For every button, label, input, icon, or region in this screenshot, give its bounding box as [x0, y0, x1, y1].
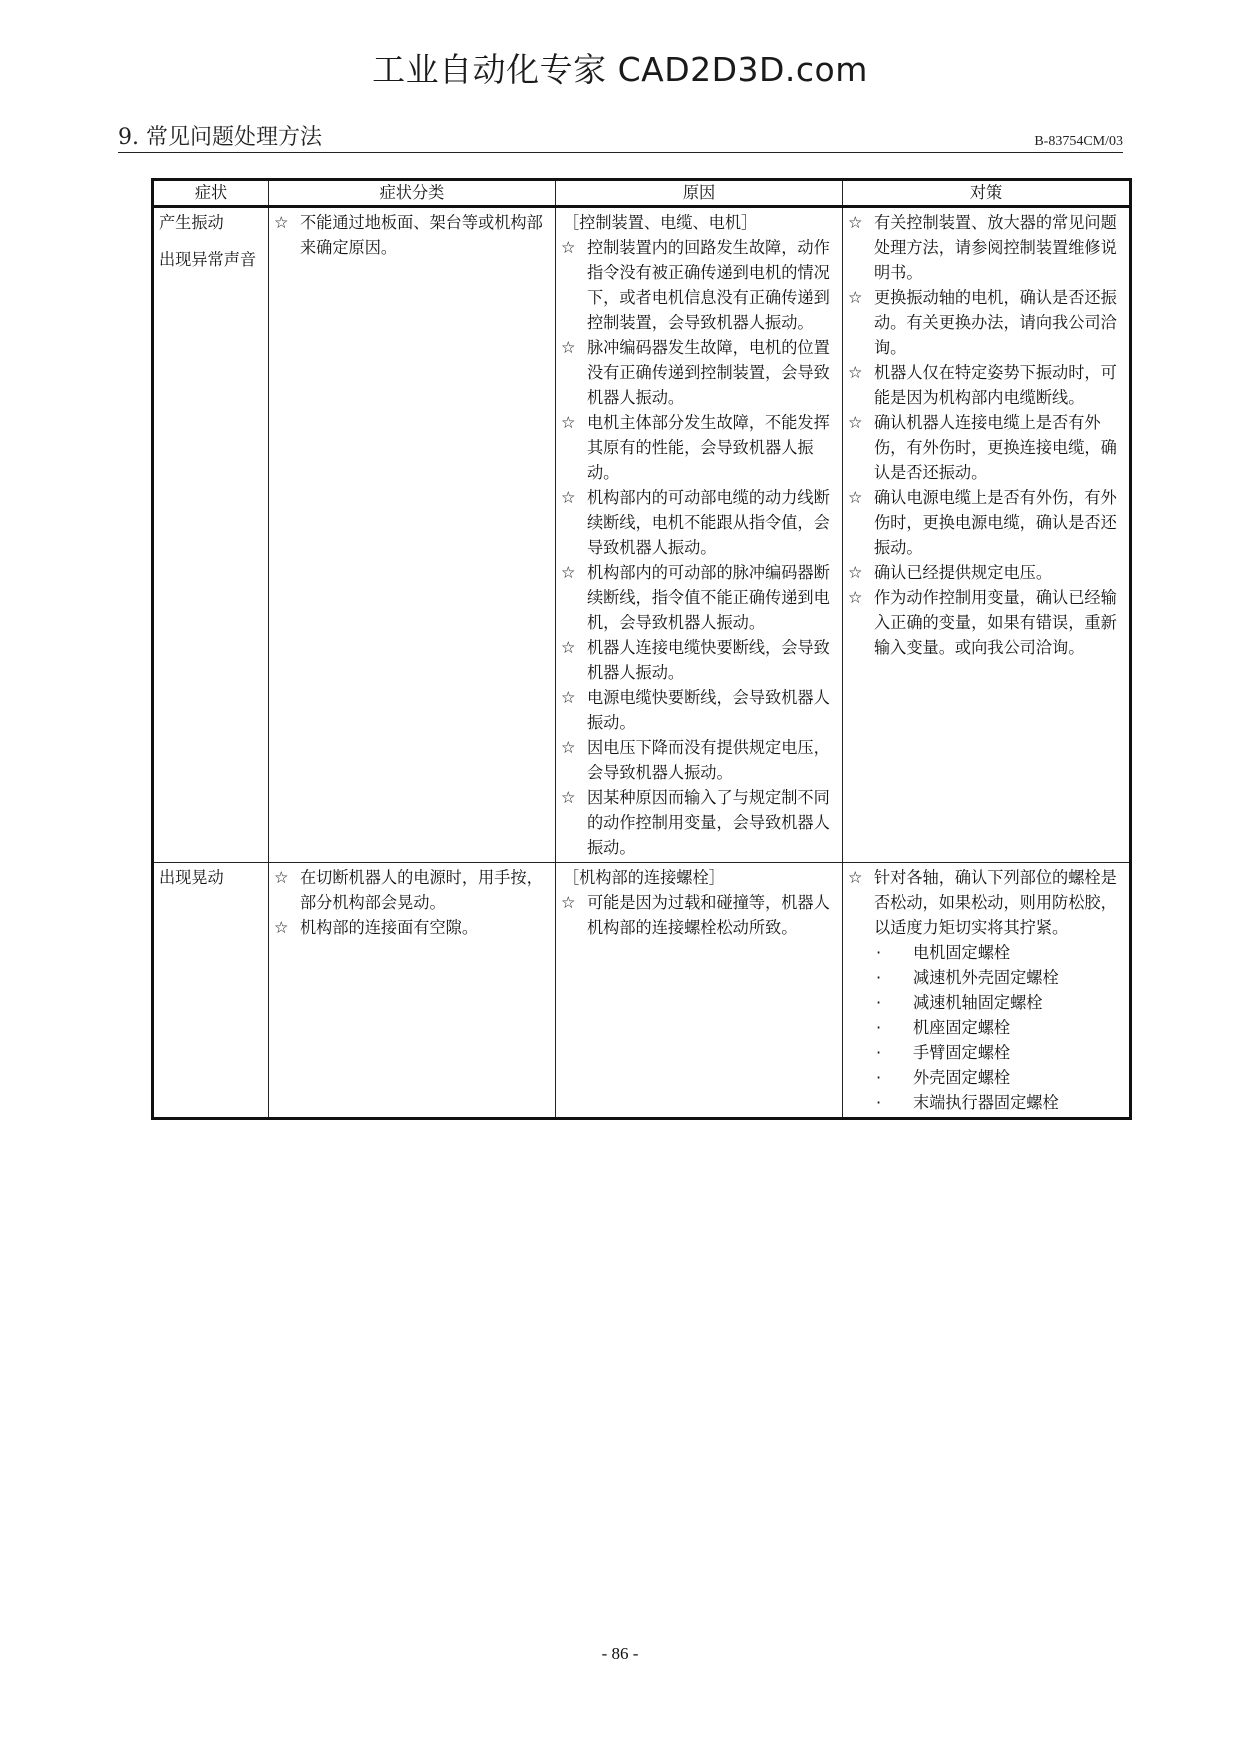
symptom-cell: [153, 207, 269, 863]
bolt-text: 手臂固定螺栓: [913, 1043, 1011, 1062]
star-bullet-icon: ☆: [848, 363, 863, 382]
cause-text: 因电压下降而没有提供规定电压，会导致机器人振动。: [587, 738, 830, 782]
dot-bullet-icon: ·: [876, 968, 882, 987]
dot-bullet-icon: ·: [876, 1068, 882, 1087]
column-header-category: 症状分类: [269, 180, 556, 207]
star-bullet-icon: ☆: [274, 868, 289, 887]
measure-text: 更换振动轴的电机，确认是否还振动。有关更换办法，请向我公司洽询。: [874, 288, 1117, 357]
star-bullet-icon: ☆: [561, 688, 576, 707]
watermark-text: 工业自动化专家 CAD2D3D.com: [372, 50, 868, 89]
measure-cell: [843, 207, 1131, 863]
list-item: [561, 335, 837, 410]
list-item: [561, 485, 837, 560]
table-row: [153, 207, 1131, 863]
symptom-text: 出现异常声音: [159, 250, 257, 269]
bolt-text: 电机固定螺栓: [913, 943, 1011, 962]
bolt-list-item: [848, 1065, 1124, 1090]
list-item: [274, 865, 550, 915]
category-text: 在切断机器人的电源时，用手按，部分机构部会晃动。: [300, 868, 543, 912]
list-item: [561, 785, 837, 860]
list-item: [274, 210, 550, 260]
list-item: [848, 560, 1124, 585]
star-bullet-icon: ☆: [848, 488, 863, 507]
list-item: [561, 560, 837, 635]
star-bullet-icon: ☆: [561, 893, 576, 912]
list-item: [561, 735, 837, 785]
bolt-text: 外壳固定螺栓: [913, 1068, 1011, 1087]
measure-text: 针对各轴，确认下列部位的螺栓是否松动，如果松动，则用防松胶，以适度力矩切实将其拧紧。: [874, 868, 1117, 937]
list-item: [848, 485, 1124, 560]
star-bullet-icon: ☆: [561, 413, 576, 432]
dot-bullet-icon: ·: [876, 943, 882, 962]
cause-text: 机构部内的可动部的脉冲编码器断续断线，指令值不能正确传递到电机，会导致机器人振动。: [587, 563, 830, 632]
star-bullet-icon: ☆: [561, 788, 576, 807]
measure-cell: [843, 863, 1131, 1119]
category-text: 机构部的连接面有空隙。: [300, 918, 479, 937]
page-number: - 86 -: [601, 1644, 639, 1663]
dot-bullet-icon: ·: [876, 1018, 882, 1037]
bolt-list-item: [848, 965, 1124, 990]
star-bullet-icon: ☆: [561, 638, 576, 657]
list-item: [274, 915, 550, 940]
column-header-cause: 原因: [556, 180, 843, 207]
list-item: [848, 865, 1124, 940]
bolt-list-item: [848, 1090, 1124, 1115]
list-item: [848, 285, 1124, 360]
section-title: 9. 常见问题处理方法: [118, 125, 322, 150]
measure-text: 确认机器人连接电缆上是否有外伤，有外伤时，更换连接电缆，确认是否还振动。: [874, 413, 1117, 482]
bolt-list-item: [848, 1040, 1124, 1065]
star-bullet-icon: ☆: [848, 288, 863, 307]
measure-text: 确认电源电缆上是否有外伤，有外伤时，更换电源电缆，确认是否还振动。: [874, 488, 1117, 557]
list-item: [848, 585, 1124, 660]
list-item: [561, 685, 837, 735]
dot-bullet-icon: ·: [876, 993, 882, 1012]
table-row: [153, 863, 1131, 1119]
star-bullet-icon: ☆: [561, 238, 576, 257]
symptom-text: 出现晃动: [159, 868, 224, 887]
cause-text: 可能是因为过载和碰撞等，机器人机构部的连接螺栓松动所致。: [587, 893, 830, 937]
list-item: [561, 635, 837, 685]
list-item: [561, 410, 837, 485]
list-item: [561, 235, 837, 335]
cause-cell: [556, 863, 843, 1119]
star-bullet-icon: ☆: [561, 738, 576, 757]
cause-text: 控制装置内的回路发生故障，动作指令没有被正确传递到电机的情况下，或者电机信息没有正确传递到控制装置，会导致机器人振动。: [587, 238, 830, 332]
star-bullet-icon: ☆: [274, 918, 289, 937]
star-bullet-icon: ☆: [848, 588, 863, 607]
star-bullet-icon: ☆: [561, 338, 576, 357]
column-header-symptom: 症状: [153, 180, 269, 207]
cause-text: 电机主体部分发生故障，不能发挥其原有的性能，会导致机器人振动。: [587, 413, 830, 482]
list-item: [848, 360, 1124, 410]
measure-text: 有关控制装置、放大器的常见问题处理方法，请参阅控制装置维修说明书。: [874, 213, 1117, 282]
measure-text: 机器人仅在特定姿势下振动时，可能是因为机构部内电缆断线。: [874, 363, 1117, 407]
bolt-text: 减速机轴固定螺栓: [913, 993, 1043, 1012]
category-cell: [269, 207, 556, 863]
measure-text: 确认已经提供规定电压。: [874, 563, 1053, 582]
table-header-row: [153, 180, 1131, 207]
column-header-measure: 对策: [843, 180, 1131, 207]
category-cell: [269, 863, 556, 1119]
category-text: 不能通过地板面、架台等或机构部来确定原因。: [300, 213, 543, 257]
cause-text: 脉冲编码器发生故障，电机的位置没有正确传递到控制装置，会导致机器人振动。: [587, 338, 830, 407]
list-item: [848, 410, 1124, 485]
bolt-text: 末端执行器固定螺栓: [913, 1093, 1059, 1112]
measure-text: 作为动作控制用变量，确认已经输入正确的变量，如果有错误，重新输入变量。或向我公司洽询。: [874, 588, 1117, 657]
bolt-text: 减速机外壳固定螺栓: [913, 968, 1059, 987]
bolt-list-item: [848, 1015, 1124, 1040]
cause-text: 因某种原因而输入了与规定制不同的动作控制用变量，会导致机器人振动。: [587, 788, 830, 857]
bolt-text: 机座固定螺栓: [913, 1018, 1011, 1037]
symptom-text: 产生振动: [159, 213, 224, 232]
symptom-cell: [153, 863, 269, 1119]
bolt-list-item: [848, 990, 1124, 1015]
star-bullet-icon: ☆: [561, 488, 576, 507]
list-item: [561, 890, 837, 940]
document-number: B-83754CM/03: [1034, 134, 1123, 149]
star-bullet-icon: ☆: [848, 413, 863, 432]
star-bullet-icon: ☆: [848, 213, 863, 232]
list-item: [848, 210, 1124, 285]
star-bullet-icon: ☆: [561, 563, 576, 582]
bolt-list-item: [848, 940, 1124, 965]
star-bullet-icon: ☆: [848, 563, 863, 582]
section-header: [118, 124, 1123, 153]
star-bullet-icon: ☆: [274, 213, 289, 232]
cause-group-title: ［控制装置、电缆、电机］: [563, 213, 758, 232]
cause-text: 电源电缆快要断线，会导致机器人振动。: [587, 688, 830, 732]
cause-text: 机器人连接电缆快要断线，会导致机器人振动。: [587, 638, 830, 682]
dot-bullet-icon: ·: [876, 1093, 882, 1112]
star-bullet-icon: ☆: [848, 868, 863, 887]
cause-group-title: ［机构部的连接螺栓］: [563, 868, 725, 887]
cause-text: 机构部内的可动部电缆的动力线断续断线，电机不能跟从指令值，会导致机器人振动。: [587, 488, 830, 557]
dot-bullet-icon: ·: [876, 1043, 882, 1062]
cause-cell: [556, 207, 843, 863]
troubleshooting-table: [151, 178, 1132, 1120]
